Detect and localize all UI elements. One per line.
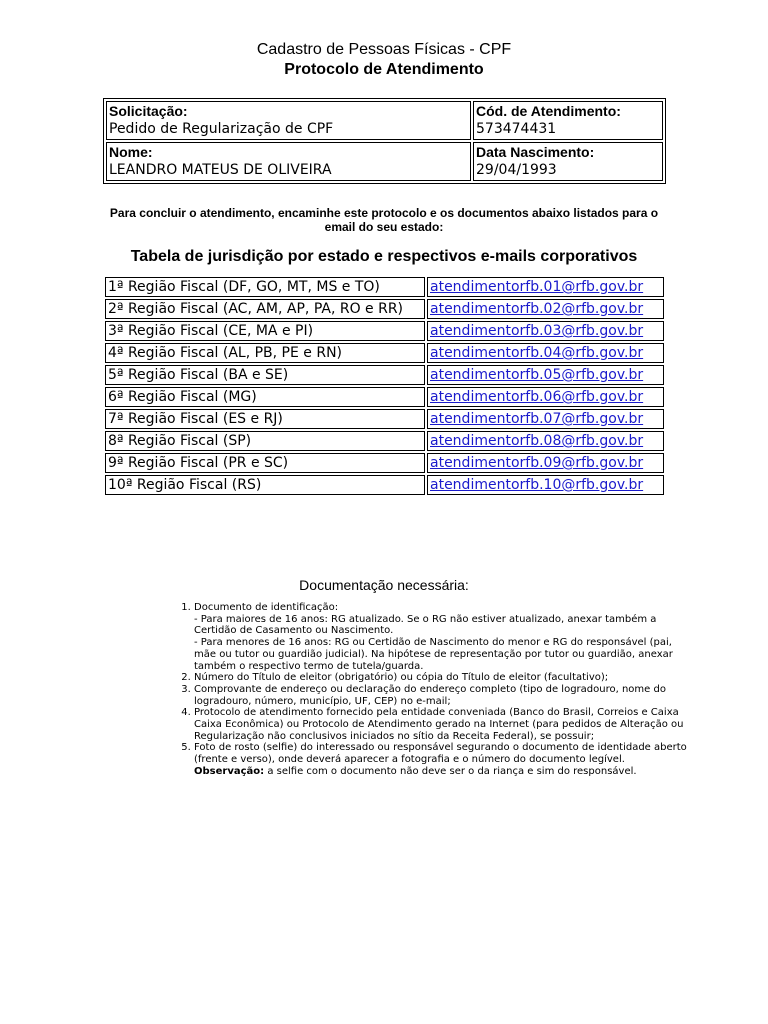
nascimento-cell xyxy=(473,142,663,181)
region-email-cell xyxy=(427,321,664,341)
documentation-title: Documentação necessária: xyxy=(299,577,469,593)
documentation-subitem: - Para maiores de 16 anos: RG atualizado. Se o RG não estiver atualizado, anexar também a Certidão de Casamento ou Nascimento. xyxy=(194,613,657,637)
region-email-link[interactable]: atendimentorfb.04@rfb.gov.br xyxy=(430,345,644,361)
region-row xyxy=(105,431,664,451)
info-row xyxy=(106,142,663,181)
documentation-item-text: Número do Título de eleitor (obrigatório) ou cópia do Título de eleitor (facultativo); xyxy=(194,672,609,684)
solicitacao-value: Pedido de Regularização de CPF xyxy=(109,121,334,137)
page-title: Cadastro de Pessoas Físicas - CPF xyxy=(256,41,512,58)
observation-note xyxy=(194,766,694,778)
region-email-cell xyxy=(427,453,664,473)
nascimento-label: Data Nascimento: xyxy=(476,144,595,160)
region-row xyxy=(105,299,664,319)
region-email-cell xyxy=(427,431,664,451)
region-row xyxy=(105,409,664,429)
region-email-cell xyxy=(427,277,664,297)
region-email-link[interactable]: atendimentorfb.10@rfb.gov.br xyxy=(430,477,644,493)
instructions-text: Para concluir o atendimento, encaminhe este protocolo e os documentos abaixo listados para o email do seu estado: xyxy=(109,206,659,234)
region-email-link[interactable]: atendimentorfb.03@rfb.gov.br xyxy=(430,323,644,339)
region-email-link[interactable]: atendimentorfb.05@rfb.gov.br xyxy=(430,367,644,383)
region-name: 10ª Região Fiscal (RS) xyxy=(105,475,425,495)
documentation-item xyxy=(194,602,694,672)
documentation-item xyxy=(194,672,694,684)
region-name: 1ª Região Fiscal (DF, GO, MT, MS e TO) xyxy=(105,277,425,297)
documentation-item-text: Comprovante de endereço ou declaração do endereço completo (tipo de logradouro, nome do logradouro, número, município, UF, CEP) no e-mail; xyxy=(194,683,666,707)
protocol-info-table xyxy=(103,98,666,184)
region-row xyxy=(105,343,664,363)
region-email-cell xyxy=(427,299,664,319)
observation-text: a selfie com o documento não deve ser o da riança e sim do responsável. xyxy=(264,765,637,777)
region-row xyxy=(105,475,664,495)
region-email-link[interactable]: atendimentorfb.07@rfb.gov.br xyxy=(430,411,644,427)
region-email-cell xyxy=(427,409,664,429)
nascimento-value: 29/04/1993 xyxy=(476,162,557,178)
codigo-label: Cód. de Atendimento: xyxy=(476,103,621,119)
region-row xyxy=(105,453,664,473)
page-subtitle: Protocolo de Atendimento xyxy=(284,61,484,78)
documentation-item xyxy=(194,742,694,777)
documentation-item-text: Protocolo de atendimento fornecido pela entidade conveniada (Banco do Brasil, Correios e Caixa Caixa Econômica) ou Protocolo de Atendimento gerado na Internet (para pedidos de Alteração ou Regularização não conclusivos iniciados no sítio da Receita Federal), se possuir; xyxy=(194,707,684,742)
region-email-link[interactable]: atendimentorfb.01@rfb.gov.br xyxy=(430,279,644,295)
region-row xyxy=(105,365,664,385)
region-name: 8ª Região Fiscal (SP) xyxy=(105,431,425,451)
region-name: 7ª Região Fiscal (ES e RJ) xyxy=(105,409,425,429)
solicitacao-label: Solicitação: xyxy=(109,103,188,119)
region-row xyxy=(105,387,664,407)
region-row xyxy=(105,321,664,341)
region-email-link[interactable]: atendimentorfb.08@rfb.gov.br xyxy=(430,433,644,449)
codigo-value: 573474431 xyxy=(476,121,557,137)
documentation-item-title: Documento de identificação: xyxy=(194,602,339,613)
region-row xyxy=(105,277,664,297)
nome-label: Nome: xyxy=(109,144,153,160)
jurisdiction-table xyxy=(103,275,666,497)
region-name: 5ª Região Fiscal (BA e SE) xyxy=(105,365,425,385)
codigo-cell xyxy=(473,101,663,140)
jurisdiction-title: Tabela de jurisdição por estado e respectivos e-mails corporativos xyxy=(130,248,638,265)
region-email-cell xyxy=(427,343,664,363)
region-email-cell xyxy=(427,387,664,407)
solicitacao-cell xyxy=(106,101,471,140)
nome-cell xyxy=(106,142,471,181)
region-name: 4ª Região Fiscal (AL, PB, PE e RN) xyxy=(105,343,425,363)
observation-label: Observação: xyxy=(194,765,265,777)
region-name: 6ª Região Fiscal (MG) xyxy=(105,387,425,407)
region-name: 3ª Região Fiscal (CE, MA e PI) xyxy=(105,321,425,341)
region-email-link[interactable]: atendimentorfb.09@rfb.gov.br xyxy=(430,455,644,471)
nome-value: LEANDRO MATEUS DE OLIVEIRA xyxy=(109,162,332,178)
region-name: 9ª Região Fiscal (PR e SC) xyxy=(105,453,425,473)
region-email-cell xyxy=(427,365,664,385)
region-name: 2ª Região Fiscal (AC, AM, AP, PA, RO e RR) xyxy=(105,299,425,319)
documentation-item xyxy=(194,707,694,742)
info-row xyxy=(106,101,663,140)
region-email-cell xyxy=(427,475,664,495)
region-email-link[interactable]: atendimentorfb.06@rfb.gov.br xyxy=(430,389,644,405)
documentation-item-text: Foto de rosto (selfie) do interessado ou responsável segurando o documento de identidade aberto (frente e verso), onde deverá aparecer a fotografia e o número do documento legível. xyxy=(194,742,687,766)
documentation-item xyxy=(194,684,694,707)
documentation-list xyxy=(176,602,694,778)
region-email-link[interactable]: atendimentorfb.02@rfb.gov.br xyxy=(430,301,644,317)
documentation-subitem: - Para menores de 16 anos: RG ou Certidão de Nascimento do menor e RG do responsável (pai, mãe ou tutor ou guardião judicial). Na hipótese de representação por tutor ou guardião, anexar também o respectivo termo de tutela/guarda. xyxy=(194,637,673,672)
